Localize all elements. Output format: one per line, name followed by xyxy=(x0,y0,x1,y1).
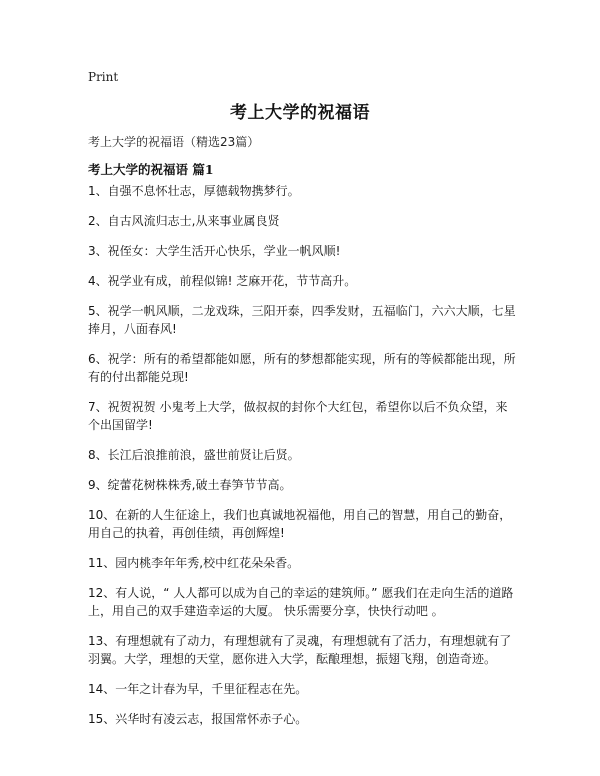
list-item: 5、祝学一帆风顺，二龙戏珠，三阳开泰，四季发财，五福临门，六六大顺，七星捧月，八面春风! xyxy=(88,304,516,336)
list-item: 2、自古风流归志士,从来事业属良贤 xyxy=(88,214,280,228)
print-link[interactable]: Print xyxy=(88,70,119,84)
list-item: 15、兴华时有凌云志，报国常怀赤子心。 xyxy=(88,712,308,726)
list-item: 9、绽蕾花树株株秀,破土春笋节节高。 xyxy=(88,478,292,492)
list-item: 11、园内桃李年年秀,校中红花朵朵香。 xyxy=(88,556,300,570)
list-item: 10、在新的人生征途上，我们也真诚地祝福他，用自己的智慧，用自己的勤奋，用自己的执着，再创佳绩，再创辉煌! xyxy=(88,508,512,540)
list-item: 14、一年之计春为早，千里征程志在先。 xyxy=(88,682,308,696)
list-item: 1、自强不息怀壮志，厚德载物携梦行。 xyxy=(88,184,300,198)
blessing-list xyxy=(88,182,518,740)
list-item: 7、祝贺祝贺 小鬼考上大学，做叔叔的封你个大红包，希望你以后不负众望，来个出国留学! xyxy=(88,400,508,432)
list-item: 3、祝侄女：大学生活开心快乐，学业一帆风顺! xyxy=(88,244,341,258)
list-item: 4、祝学业有成，前程似锦! 芝麻开花，节节高升。 xyxy=(88,274,357,288)
page-title: 考上大学的祝福语 xyxy=(230,103,370,123)
list-item: 13、有理想就有了动力，有理想就有了灵魂，有理想就有了活力，有理想就有了羽翼。大学，理想的天堂，愿你进入大学，酝酿理想，振翅飞翔，创造奇迹。 xyxy=(88,634,512,666)
list-item: 6、祝学：所有的希望都能如愿，所有的梦想都能实现，所有的等候都能出现，所有的付出都能兑现! xyxy=(88,352,516,384)
list-item: 8、长江后浪推前浪，盛世前贤让后贤。 xyxy=(88,448,300,462)
document-subtitle: 考上大学的祝福语（精选23篇） xyxy=(88,135,260,149)
section-heading: 考上大学的祝福语 篇1 xyxy=(88,162,214,177)
list-item: 12、有人说，“ 人人都可以成为自己的幸运的建筑师。” 愿我们在走向生活的道路上，用自己的双手建造幸运的大厦。 快乐需要分享，快快行动吧 。 xyxy=(88,586,514,618)
